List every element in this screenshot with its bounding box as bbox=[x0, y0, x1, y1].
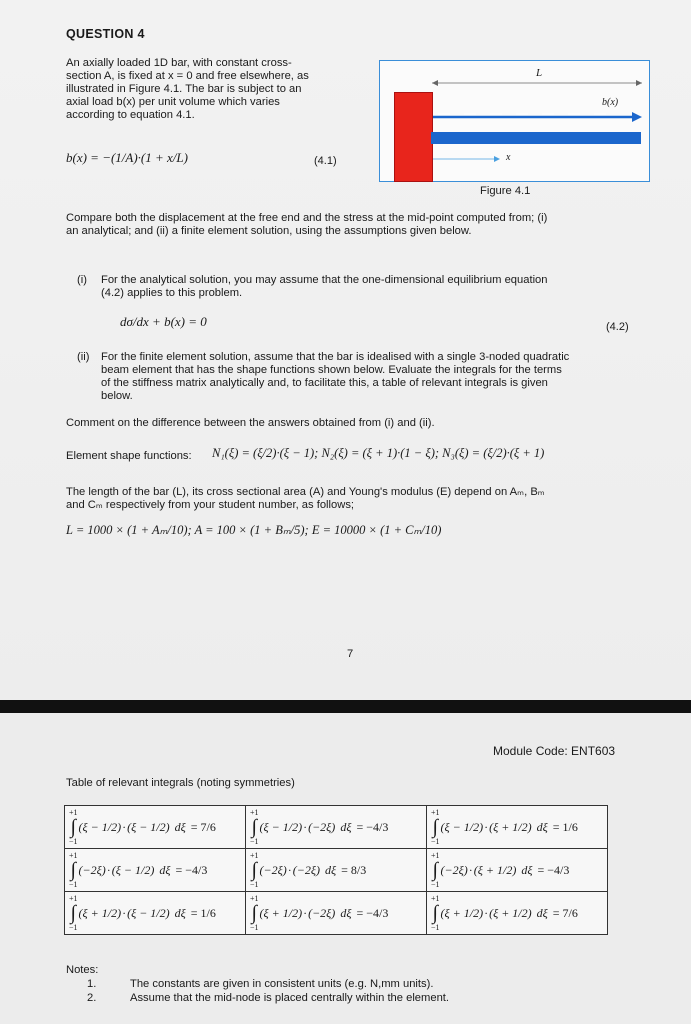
integrand-factor-1: (ξ + 1/2) bbox=[259, 905, 303, 920]
integral-expression bbox=[69, 808, 241, 846]
integrals-table bbox=[64, 805, 608, 935]
module-code: Module Code: ENT603 bbox=[493, 744, 616, 758]
multiply-dot: · bbox=[468, 862, 473, 877]
lower-limit: −1 bbox=[69, 923, 78, 932]
integrand-factor-1: (ξ + 1/2) bbox=[440, 905, 484, 920]
integral-dxi: dξ bbox=[536, 819, 548, 834]
integrand-factor-2: (ξ − 1/2) bbox=[127, 819, 170, 834]
multiply-dot: · bbox=[484, 905, 489, 920]
integral-result: = 7/6 bbox=[552, 905, 578, 920]
integrand-factor-2: (ξ + 1/2) bbox=[473, 862, 517, 877]
integrals-row bbox=[65, 892, 608, 935]
integral-limits bbox=[250, 894, 259, 932]
integral-cell bbox=[427, 892, 608, 935]
compare-paragraph bbox=[66, 212, 666, 238]
upper-limit: +1 bbox=[431, 851, 440, 860]
note-number: 1. bbox=[87, 978, 97, 990]
intro-line: section A, is fixed at x = 0 and free elsewhere, as bbox=[66, 70, 309, 82]
integral-result: = −4/3 bbox=[356, 905, 389, 920]
part-ii-line: of the stiffness matrix analytically and, to facilitate this, a table of relevant integrals is given bbox=[101, 377, 548, 389]
multiply-dot: · bbox=[287, 862, 292, 877]
integrand-factor-2: (ξ − 1/2) bbox=[111, 862, 155, 877]
integral-dxi: dξ bbox=[340, 905, 352, 920]
upper-limit: +1 bbox=[431, 894, 440, 903]
integrand-factor-1: (ξ + 1/2) bbox=[78, 905, 122, 920]
note-text: Assume that the mid-node is placed centrally within the element. bbox=[130, 992, 450, 1004]
multiply-dot: · bbox=[106, 862, 111, 877]
figure-caption: Figure 4.1 bbox=[480, 185, 531, 197]
part-i-marker: (i) bbox=[77, 274, 87, 286]
integral-result: = −4/3 bbox=[537, 862, 570, 877]
integrand-factor-1: (ξ − 1/2) bbox=[78, 819, 122, 834]
integral-sign-icon: ∫ bbox=[432, 816, 438, 838]
integral-dxi: dξ bbox=[174, 819, 186, 834]
integral-expression bbox=[250, 808, 422, 846]
shape-functions: N₁(ξ) = (ξ/2)·(ξ − 1); N₂(ξ) = (ξ + 1)·(1 − ξ); N₃(ξ) = (ξ/2)·(ξ + 1) bbox=[212, 446, 545, 460]
integrand-factor-2: (−2ξ) bbox=[308, 905, 336, 920]
dimension-arrowhead-left bbox=[432, 80, 438, 86]
parameter-definitions: L = 1000 × (1 + Aₘ/10); A = 100 × (1 + Bₘ/5); E = 10000 × (1 + Cₘ/10) bbox=[66, 523, 442, 537]
integral-result: = −4/3 bbox=[356, 819, 389, 834]
equation-4-1-label: (4.1) bbox=[314, 155, 337, 167]
integral-sign-icon: ∫ bbox=[251, 859, 257, 881]
load-arrowhead bbox=[632, 112, 642, 122]
integral-sign-icon: ∫ bbox=[432, 902, 438, 924]
integrand-factor-2: (−2ξ) bbox=[292, 862, 320, 877]
integral-limits bbox=[69, 851, 78, 889]
comment-line: Comment on the difference between the answers obtained from (i) and (ii). bbox=[66, 417, 435, 429]
part-ii-marker: (ii) bbox=[77, 351, 90, 363]
table-title: Table of relevant integrals (noting symmetries) bbox=[66, 777, 295, 789]
length-line: and Cₘ respectively from your student number, as follows; bbox=[66, 499, 355, 511]
integral-cell bbox=[65, 892, 246, 935]
figure-label-L: L bbox=[536, 67, 543, 79]
integral-expression bbox=[431, 851, 603, 889]
upper-limit: +1 bbox=[431, 808, 440, 817]
intro-line: axial load b(x) per unit volume which varies bbox=[66, 96, 280, 108]
integrand-factor-2: (ξ − 1/2) bbox=[127, 905, 170, 920]
integral-dxi: dξ bbox=[159, 862, 171, 877]
integral-expression bbox=[431, 894, 603, 932]
integral-sign-icon: ∫ bbox=[251, 816, 257, 838]
integrand-factor-2: (−2ξ) bbox=[308, 819, 336, 834]
shape-functions-label: Element shape functions: bbox=[66, 450, 192, 462]
part-ii-line: For the finite element solution, assume that the bar is idealised with a single 3-noded quadratic bbox=[101, 351, 570, 363]
lower-limit: −1 bbox=[250, 880, 259, 889]
bar-element bbox=[431, 132, 641, 144]
integrand-factor-1: (ξ − 1/2) bbox=[259, 819, 303, 834]
integral-expression bbox=[69, 851, 241, 889]
upper-limit: +1 bbox=[69, 894, 78, 903]
part-i-text bbox=[101, 274, 661, 300]
integrand-factor-1: (−2ξ) bbox=[78, 862, 106, 877]
lower-limit: −1 bbox=[431, 880, 440, 889]
dimension-arrowhead-right bbox=[636, 80, 642, 86]
x-axis-arrowhead bbox=[494, 156, 500, 162]
integral-cell bbox=[427, 849, 608, 892]
integrand-factor-1: (ξ − 1/2) bbox=[440, 819, 484, 834]
figure-label-x: x bbox=[506, 152, 511, 163]
integrand-factor-1: (−2ξ) bbox=[440, 862, 468, 877]
page-number: 7 bbox=[347, 648, 354, 660]
compare-line: Compare both the displacement at the free end and the stress at the mid-point computed from; (i) bbox=[66, 212, 548, 224]
part-ii-line: beam element that has the shape functions shown below. Evaluate the integrals for the terms bbox=[101, 364, 562, 376]
integrand-factor-2: (ξ + 1/2) bbox=[489, 905, 532, 920]
integral-cell bbox=[246, 892, 427, 935]
integral-expression bbox=[250, 851, 422, 889]
lower-limit: −1 bbox=[250, 923, 259, 932]
integral-limits bbox=[431, 808, 440, 846]
figure-4-1 bbox=[379, 60, 650, 182]
part-i-line: For the analytical solution, you may assume that the one-dimensional equilibrium equation bbox=[101, 274, 548, 286]
integral-dxi: dξ bbox=[340, 819, 352, 834]
integral-sign-icon: ∫ bbox=[70, 859, 76, 881]
integral-cell bbox=[246, 806, 427, 849]
integral-result: = 1/6 bbox=[190, 905, 216, 920]
equation-4-2: dσ/dx + b(x) = 0 bbox=[120, 314, 207, 329]
integral-sign-icon: ∫ bbox=[432, 859, 438, 881]
note-number: 2. bbox=[87, 992, 97, 1004]
part-ii-text bbox=[101, 351, 661, 403]
integral-dxi: dξ bbox=[324, 862, 337, 877]
integral-cell bbox=[65, 806, 246, 849]
integral-expression bbox=[431, 808, 603, 846]
integral-expression bbox=[250, 894, 422, 932]
integrand-factor-1: (−2ξ) bbox=[259, 862, 287, 877]
multiply-dot: · bbox=[303, 905, 308, 920]
integral-limits bbox=[431, 851, 440, 889]
multiply-dot: · bbox=[122, 905, 127, 920]
compare-line: an analytical; and (ii) a finite element solution, using the assumptions given below. bbox=[66, 225, 472, 237]
question-heading: QUESTION 4 bbox=[66, 27, 145, 41]
integral-dxi: dξ bbox=[174, 905, 186, 920]
intro-line: according to equation 4.1. bbox=[66, 109, 195, 121]
upper-limit: +1 bbox=[250, 808, 259, 817]
note-text: The constants are given in consistent units (e.g. N,mm units). bbox=[130, 978, 434, 990]
fixed-support bbox=[394, 92, 433, 182]
integral-result: = 8/3 bbox=[341, 862, 367, 877]
integrals-row bbox=[65, 849, 608, 892]
multiply-dot: · bbox=[122, 819, 127, 834]
equation-4-1: b(x) = −(1/A)·(1 + x/L) bbox=[66, 150, 188, 165]
lower-limit: −1 bbox=[69, 880, 78, 889]
integral-cell bbox=[427, 806, 608, 849]
lower-limit: −1 bbox=[431, 923, 440, 932]
integral-dxi: dξ bbox=[536, 905, 548, 920]
figure-label-bx: b(x) bbox=[602, 97, 619, 108]
lower-limit: −1 bbox=[250, 837, 259, 846]
lower-limit: −1 bbox=[69, 837, 78, 846]
integral-result: = 7/6 bbox=[190, 819, 216, 834]
upper-limit: +1 bbox=[69, 851, 78, 860]
integral-cell bbox=[246, 849, 427, 892]
integral-limits bbox=[250, 808, 259, 846]
length-paragraph bbox=[66, 486, 666, 512]
integral-expression bbox=[69, 894, 241, 932]
integral-limits bbox=[431, 894, 440, 932]
lower-limit: −1 bbox=[431, 837, 440, 846]
integral-sign-icon: ∫ bbox=[70, 816, 76, 838]
integral-limits bbox=[250, 851, 259, 889]
notes-title: Notes: bbox=[66, 964, 99, 976]
page-separator bbox=[0, 700, 691, 713]
upper-limit: +1 bbox=[250, 894, 259, 903]
equation-4-2-label: (4.2) bbox=[606, 321, 629, 333]
intro-line: An axially loaded 1D bar, with constant cross- bbox=[66, 57, 292, 69]
integral-sign-icon: ∫ bbox=[70, 902, 76, 924]
upper-limit: +1 bbox=[250, 851, 259, 860]
question-intro bbox=[66, 57, 371, 122]
part-ii-line: below. bbox=[101, 390, 133, 402]
multiply-dot: · bbox=[303, 819, 308, 834]
multiply-dot: · bbox=[484, 819, 489, 834]
intro-line: illustrated in Figure 4.1. The bar is subject to an bbox=[66, 83, 302, 95]
integral-cell bbox=[65, 849, 246, 892]
part-i-line: (4.2) applies to this problem. bbox=[101, 287, 243, 299]
integrand-factor-2: (ξ + 1/2) bbox=[489, 819, 532, 834]
integrals-row bbox=[65, 806, 608, 849]
length-line: The length of the bar (L), its cross sectional area (A) and Young's modulus (E) depend on Aₘ, Bₘ bbox=[66, 486, 545, 498]
integral-result: = −4/3 bbox=[175, 862, 208, 877]
integral-limits bbox=[69, 808, 78, 846]
integral-sign-icon: ∫ bbox=[251, 902, 257, 924]
integral-dxi: dξ bbox=[521, 862, 533, 877]
upper-limit: +1 bbox=[69, 808, 78, 817]
integral-result: = 1/6 bbox=[552, 819, 578, 834]
integral-limits bbox=[69, 894, 78, 932]
